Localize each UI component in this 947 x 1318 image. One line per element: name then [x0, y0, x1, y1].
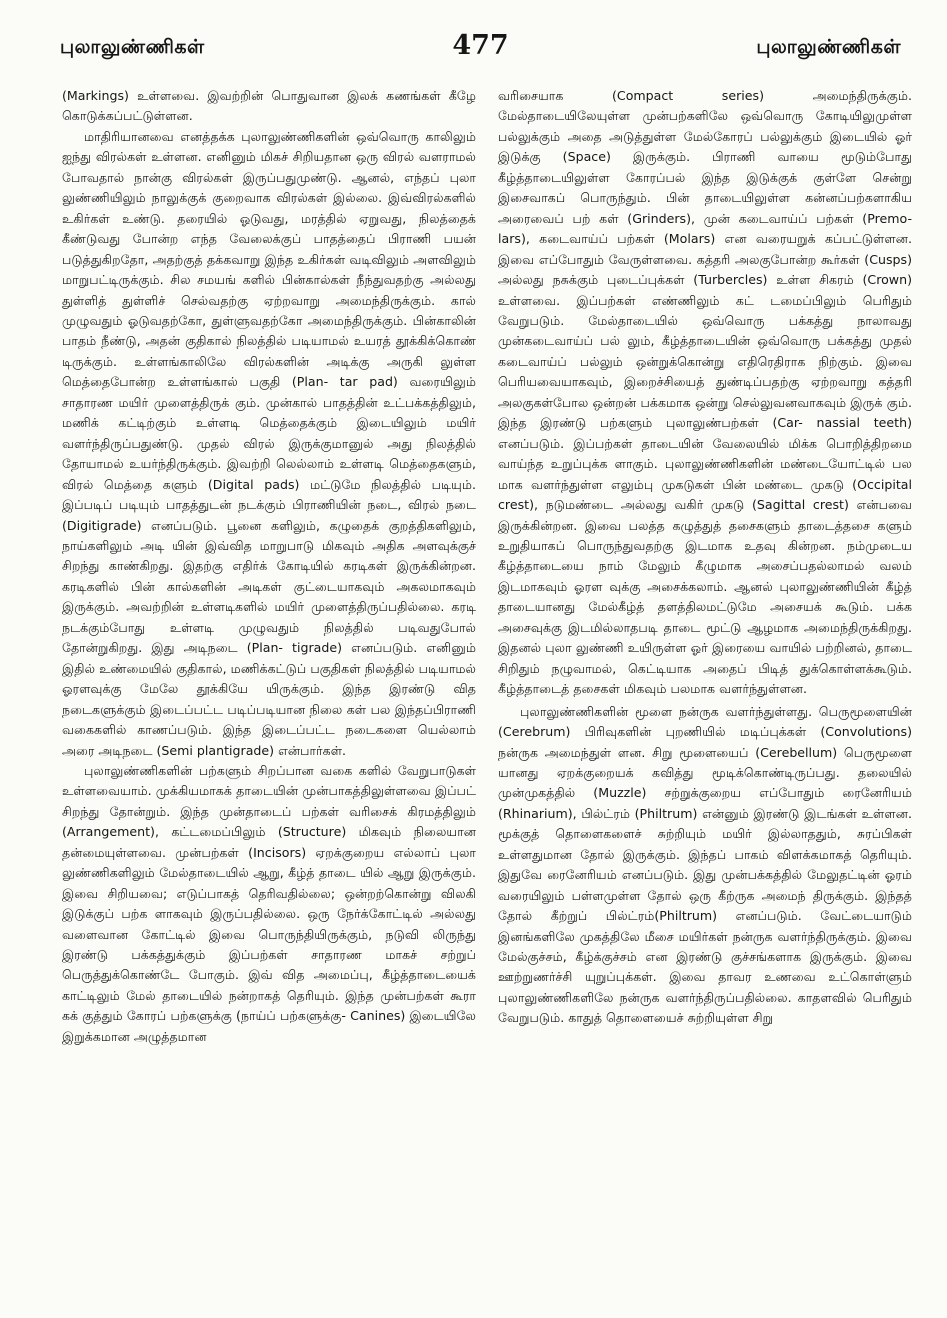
text-columns — [62, 86, 912, 1311]
paragraph: மாதிரியானவை எனத்தக்க புலாலுண்ணிகளின் ஒவ்வொரு காலிலும் ஐந்து விரல்கள் உள்ளன. எனினும் மிகச் சிறியதான ஒரு விரல் வளராமல் போவதால் நான்கு விரல்கள் இருப்பதுமுண்டு. ஆனல், எந்தப் புலா லுண்ணியிலும் நாலுக்குக் குறைவாக விரல்கள் இல்லை. இவ்விரல்களில் உகிர்கள் உண்டு. தரையில் ஓடுவது, மரத்தில் ஏறுவது, நிலத்தைக் கீண்டுவது போன்ற எந்த வேலைக்குப் பாதத்தைப் பிராணி பயன் படுத்துகிறதோ, அதற்குத் தக்கவாறு இந்த உகிர்கள் வடிவிலும் அளவிலும் மாறுபட்டிருக்கும். சில சமயங் களில் பின்கால்கள் நீந்துவதற்கு அல்லது துள்ளித் துள்ளிச் செல்வதற்கு ஏற்றவாறு அமைந்திருக்கும். கால் முழுவதும் ஓடுவதற்கோ, துள்ளுவதற்கோ அமைந்திருக்கும். பின்காலின் பாதம் நீண்டு, அதன் குதிகால் நிலத்தில் படியாமல் உயரத் தூக்கிக்கொண் டிருக்கும். உள்ளங்காலிலே விரல்களின் அடிக்கு அருகி லுள்ள மெத்தைபோன்ற உள்ளங்கால் பகுதி (Plan- tar pad) வரையிலும் சாதாரண மயிர் முளைத்திருக் கும். முன்கால் பாதத்தின் உட்பக்கத்திலும், மணிக் கட்டிற்கும் உள்ளடி மெத்தைக்கும் இடையிலும் மயிர் வளர்ந்திருப்பதுண்டு. முதல் விரல் இருக்குமானுல் அது நிலத்தில் தோயாமல் உயர்ந்திருக்கும். இவற்றி லெல்லாம் உள்ளடி மெத்தைகளும், விரல் மெத்தை களும் (Digital pads) மட்டுமே நிலத்தில் படியும். இப்படிப் படியும் பாதத்துடன் நடக்கும் பிராணியின் நடை, விரல் நடை (Digitigrade) எனப்படும். பூனை களிலும், கழுதைக் குறத்திகளிலும், நாய்களிலும் அடி யின் இவ்வித மாறுபாடு மிகவும் அதிக அளவுக்குச் சிறந்து காண்கிறது. இதற்கு எதிர்க் கோடியில் கரடிகள் இருக்கின்றன. கரடிகளில் பின் கால்களின் அடிகள் குட்டையாகவும் அகலமாகவும் இருக்கும். அவற்றின் உள்ளடிகளில் மயிர் முளைத்திருப்பதில்லை. கரடி நடக்கும்போது உள்ளடி முழுவதும் நிலத்தில் படிவதுபோல் தோன்றுகிறது. இது அடிநடை (Plan- tigrade) எனப்படும். எனினும் இதில் உண்மையில் குதிகால், மணிக்கட்டுப் பகுதிகள் நிலத்தில் படியாமல் ஓரளவுக்கு மேலே தூக்கியே யிருக்கும். இந்த இரண்டு வித நடைகளுக்கும் இடைப்பட்ட படிப்படியான நிலை கள் பல இந்தப்பிராணி வகைகளில் காணப்படும். இந்த இடைப்பட்ட நடைகளை யெல்லாம் அரை அடிநடை (Semi plantigrade) என்பார்கள். — [62, 128, 476, 758]
paragraph: புலாலுண்ணிகளின் மூளை நன்ருக வளர்ந்துள்ளது. பெருமூளையின் (Cerebrum) பிரிவுகளின் புறணியில் மடிப்புக்கள் (Convolutions) நன்ருக அமைந்துள் ளன. சிறு மூளையைப் (Cerebellum) பெருமூளை யானது ஏறக்குறையக் கவித்து மூடிக்கொண்டிருப்பது. தலையில் முன்முகத்தில் (Muzzle) சற்றுக்குறைய எப்போதும் ரைனேரியம் (Rhinarium), பில்ட்ரம் (Philtrum) என்னும் இரண்டு இடங்கள் உள்ளன. மூக்குத் தொளைகளைச் சுற்றியும் மயிர் இல்லாததும், சுரப்பிகள் உள்ளதுமான தோல் இருக்கும். இந்தப் பாகம் விளக்கமாகத் தெரியும். இதுவே ரைனேரியம் எனப்படும். இது முன்பக்கத்தில் மேலுதட்டின் ஓரம் வரையிலும் பள்ளமுள்ள தோல் ஒரு கீற்ருக அமைந் திருக்கும். இந்தத் தோல் கீற்றுப் பில்ட்ரம்(Philtrum) எனப்படும். வேட்டையாடும் இனங்களிலே முகத்திலே மீசை மயிர்கள் நன்ருக வளர்ந்திருக்கும். இவை மேல்குச்சம், கீழ்க்குச்சம் என இரண்டு குச்சங்களாக இருக்கும். இவை ஊற்றுணர்ச்சி யுறுப்புக்கள். இவை தாவர உணவை உட்கொள்ளும் புலாலுண்ணிகளிலே நன்ருக வளர்ந்திருப்பதில்லை. காதளவில் பெரிதும் வேறுபடும். காதுத் தொளையைச் சுற்றியுள்ள சிறு — [498, 703, 912, 1026]
running-head-right: புலாலுண்ணிகள் — [756, 36, 901, 58]
page-number: 477 — [452, 30, 509, 61]
paragraph: புலாலுண்ணிகளின் பற்களும் சிறப்பான வகை களில் வேறுபாடுகள் உள்ளவையாம். முக்கியமாகக் தாடையின் முன்பாகத்திலுள்ளவை இப்பட் சிறந்து தோன்றும். இந்த முன்தாடைப் பற்கள் வரிசைக் கிரமத்திலும் (Arrangement), கட்டமைப்பிலும் (Structure) மிகவும் நிலையான தன்மையுள்ளவை. முன்பற்கள் (Incisors) ஏறக்குறைய எல்லாப் புலா லுண்ணிகளிலும் மேல்தாடையில் ஆறு, கீழ்த் தாடை யில் ஆறு இருக்கும். இவை சிறியவை; எடுப்பாகத் தெரிவதில்லை; ஒன்றற்கொன்று விலகி இடுக்குப் பற்க ளாகவும் இருப்பதில்லை. ஒரு நேர்க்கோட்டில் அல்லது வளைவான கோட்டில் இவை பொருந்தியிருக்கும், நடுவி லிருந்து இரண்டு பக்கத்துக்கும் இப்பற்கள் சாதாரண மாகச் சற்றுப் பெருத்துக்கொண்டே போகும். இவ் வித அமைப்பு, கீழ்த்தாடையைக் காட்டிலும் மேல் தாடையில் நன்றாகத் தெரியும். இந்த முன்பற்கள் கூரா கக் குத்தும் கோரப் பற்களுக்கு (நாய்ப் பற்களுக்கு- Canines) இடையிலே இறுக்கமான அழுத்தமான — [62, 762, 476, 1044]
right-column — [498, 86, 912, 1311]
paragraph: (Markings) உள்ளவை. இவற்றின் பொதுவான இலக் கணங்கள் கீழே கொடுக்கப்பட்டுள்ளன. — [62, 88, 476, 124]
left-column — [62, 86, 476, 1311]
running-header — [60, 30, 901, 70]
paragraph: வரிசையாக (Compact series) அமைந்திருக்கும். மேல்தாடையிலேயுள்ள முன்பற்களிலே ஒவ்வொரு கோடியிலுமுள்ள பல்லுக்கும் அதை அடுத்துள்ள மேல்கோரப் பல்லுக்கும் இடையில் ஓர் இடுக்கு (Space) இருக்கும். பிராணி வாயை மூடும்போது கீழ்த்தாடையிலுள்ள கோரப்பல் இந்த இடுக்குக் குள்ளே சென்று இசைவாகப் பொருந்தும். பின் தாடையிலுள்ள கன்னப்பற்களாகிய அரைவைப் பற் கள் (Grinders), முன் கடைவாய்ப் பற்கள் (Premo- lars), கடைவாய்ப் பற்கள் (Molars) என வரையறுக் கப்பட்டுள்ளன. இவை எப்போதும் வேருள்ளவை. கத்தரி அலகுபோன்ற கூர்கள் (Cusps) அல்லது நசுக்கும் புடைப்புக்கள் (Turbercles) உள்ள சிகரம் (Crown) உள்ளவை. இப்பற்கள் எண்ணிலும் கட் டமைப்பிலும் பெரிதும் வேறுபடும். மேல்தாடையில் ஒவ்வொரு பக்கத்து நாலாவது முன்கடைவாய்ப் பல் லும், கீழ்த்தாடையின் ஒவ்வொரு பக்கத்து முதல் கடைவாய்ப் பல்லும் ஒன்றுக்கொன்று எதிரெதிராக நிற்கும். இவை பெரியவையாகவும், இறைச்சியைத் துண்டிப்பதற்கு ஏற்றவாறு கத்தரி அலகுகள்போல ஒன்றன் பக்கமாக ஒன்று செல்லுவனவாகவும் இருக் கும். இந்த இரண்டு பற்களும் புலாலுண்பற்கள் (Car- nassial teeth) எனப்படும். இப்பற்கள் தாடையின் வேலையில் மிக்க பொறித்திறமை வாய்ந்த உறுப்புக்க ளாகும். புலாலுண்ணிகளின் மண்டையோட்டில் பல மாக வளர்ந்துள்ள எலும்பு முகடுகள் பின் மண்டை முகடு (Occipital crest), நடுமண்டை அல்லது வகிர் முகடு (Sagittal crest) என்பவை இருக்கின்றன. இவை பலத்த கழுத்துத் தசைகளும் தாடைத்தசை களும் உறுதியாகப் பொருந்துவதற்கு இடமாக உதவு கின்றன. நம்முடைய கீழ்த்தாடையை நாம் மேலும் கீழுமாக அசைப்பதல்லாமல் வலம் இடமாகவும் ஓரள வுக்கு அசைக்கலாம். ஆனல் புலாலுண்ணியின் கீழ்த் தாடையானது மேல்கீழ்த் தளத்திலமட்டுமே அசையக் கூடும். பக்க அசைவுக்கு இடமில்லாதபடி தாடை மூட்டு ஆழமாக அமைந்திருக்கிறது. இதனல் புலா லுண்ணி உயிருள்ள ஓர் இரையை வாயில் பற்றினல், தாடை சிறிதும் நழுவாமல், கெட்டியாக அதைப் பிடித் துக்கொள்ளக்கூடும். கீழ்த்தாடைத் தசைகள் மிகவும் பலமாக வளர்ந்துள்ளன. — [498, 88, 912, 697]
running-head-left: புலாலுண்ணிகள் — [60, 36, 205, 58]
